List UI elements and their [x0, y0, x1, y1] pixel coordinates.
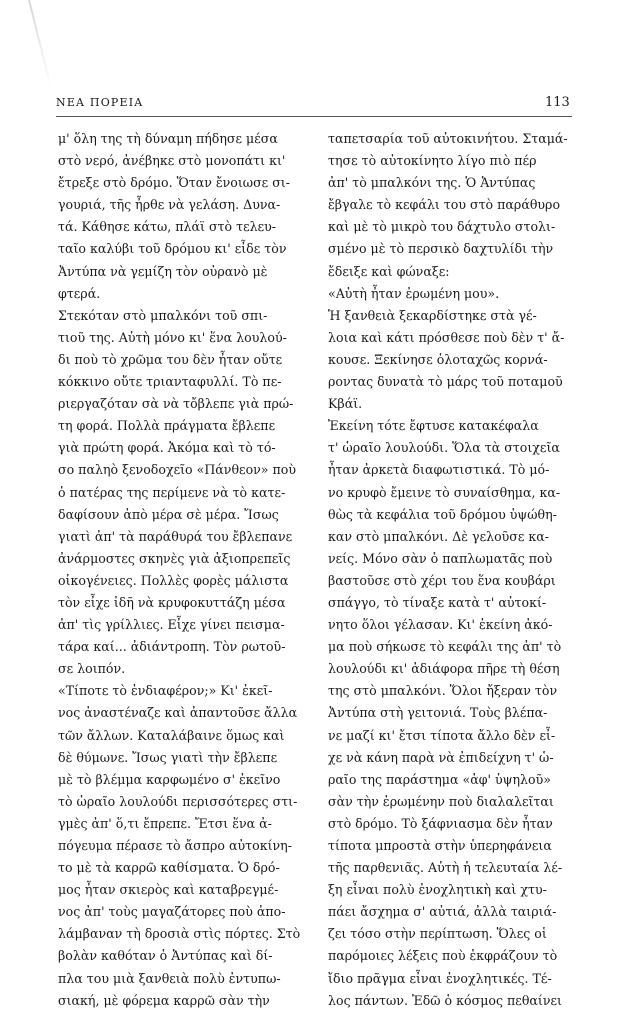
text-line: δι ποὺ τὸ χρῶμα του δὲν ἦταν οὔτε	[58, 351, 283, 367]
text-line: της στὸ μπαλκόνι. Ὅλοι ἤξεραν τὸν	[328, 683, 558, 699]
text-line: λος πάντων. Ἐδῶ ὁ κόσμος πεθαίνει	[328, 992, 562, 1008]
text-line: τίποτα μπροστὰ στὴν ὑπερηφάνεια	[328, 838, 552, 853]
text-line: Ἀντύπα νὰ γεμίζη τὸν οὐρανὸ μὲ	[58, 263, 268, 279]
text-line: ζει τόσο στὴν περίπτωση. Ὅλες οἱ	[328, 926, 547, 942]
text-line: καὶ μὲ τὸ μικρὸ του δάχτυλο στολι-	[328, 219, 556, 235]
text-line: ἔδειξε καὶ φώναξε:	[328, 263, 450, 279]
text-line: γιὰ πρώτη φορά. Ἀκόμα καὶ τὸ τό-	[58, 440, 276, 456]
text-line: μα ποὺ σήκωσε τὸ κεφάλι της ἀπ' τὸ	[328, 639, 562, 655]
text-line: τ' ὡραῖο λουλούδι. Ὅλα τὰ στοιχεῖα	[328, 440, 560, 456]
text-line: ὁ πατέρας της περίμενε νὰ τὸ κατε-	[58, 484, 286, 500]
page-number: 113	[545, 95, 570, 110]
text-line: ταῖο καλύβι τοῦ δρόμου κι' εἶδε τὸν	[58, 241, 287, 257]
right-text-column	[328, 128, 573, 1012]
text-line: ἔτρεξε στὸ δρόμο. Ὅταν ἔνοιωσε σι-	[58, 175, 290, 191]
text-line: οἰκογένειες. Πολλὲς φορὲς μάλιστα	[58, 572, 289, 588]
text-line: νος ἀπ' τοὺς μαγαζάτορες ποὺ ἀπο-	[58, 904, 286, 920]
text-line: ἦταν ἀρκετὰ διαφωτιστικά. Τὸ μό-	[328, 462, 550, 478]
text-line: νητο ὅλοι γέλασαν. Κι' ἐκείνη ἀκό-	[328, 617, 553, 633]
text-line: τῆς παρθενιᾶς. Αὐτὴ ἡ τελευταία λέ-	[328, 860, 563, 876]
text-line: θὼς τὰ κεφάλια τοῦ δρόμου ὑψώθη-	[328, 506, 557, 522]
text-line: ροντας δυνατὰ τὸ μάρς τοῦ ποταμοῦ	[328, 374, 563, 390]
text-line: το μὲ τὰ καρρῶ καθίσματα. Ὁ δρό-	[58, 860, 280, 876]
text-line: Ἐκείνη τότε ἔφτυσε κατακέφαλα	[328, 418, 539, 434]
text-line: ραῖο της παράστημα «ἀφ' ὑψηλοῦ»	[328, 771, 551, 787]
text-line: δαφίσουν ἀπὸ μέρα σὲ μέρα. Ἴσως	[58, 506, 279, 522]
text-line: δὲ θύμωνε. Ἴσως γιατὶ τὴν ἔβλεπε	[58, 749, 278, 765]
text-line: «Αὐτὴ ἦταν ἐρωμένη μου».	[328, 285, 500, 301]
text-line: μ' ὅλη της τὴ δύναμη πήδησε μέσα	[58, 131, 278, 146]
text-line: παρόμοιες λέξεις ποὺ ἐκφράζουν τὸ	[328, 948, 558, 964]
text-line: πάει ἄσχημα σ' αὐτιά, ἀλλὰ ταιριά-	[328, 904, 557, 920]
text-line: σπάγγο, τὸ τίναξε κατὰ τ' αὐτοκί-	[328, 594, 547, 610]
text-line: τιοῦ της. Αὐτὴ μόνο κι' ἕνα λουλού-	[58, 329, 287, 345]
text-line: ριεργαζόταν σὰ νὰ τὄβλεπε γιὰ πρώ-	[58, 396, 294, 412]
text-line: ἀπ' τὸ μπαλκόνι της. Ὁ Ἀντύπας	[328, 175, 536, 191]
text-line: πλα του μιὰ ξανθειὰ πολὺ ἐντυπω-	[58, 970, 281, 986]
text-line: Κβάϊ.	[328, 396, 363, 412]
text-line: ταπετσαρία τοῦ αὐτοκινήτου. Σταμά-	[328, 131, 568, 146]
text-line: στὸ δρόμο. Τὸ ξάφνιασμα δὲν ἦταν	[328, 815, 553, 831]
text-line: σο παληὸ ξενοδοχεῖο «Πάνθεον» ποὺ	[58, 462, 297, 478]
text-line: σε λοιπόν.	[58, 661, 126, 677]
text-line: σμένο μὲ τὸ περσικὸ δαχτυλίδι τὴν	[328, 241, 554, 257]
header-rule	[56, 116, 572, 117]
text-line: «Τίποτε τὸ ἐνδιαφέρον;» Κι' ἐκεῖ-	[58, 683, 273, 699]
running-head: ΝΕΑ ΠΟΡΕΙΑ	[56, 96, 144, 109]
text-line: νος ἀναστέναζε καὶ ἀπαντοῦσε ἄλλα	[58, 705, 298, 721]
text-line: ἔβγαλε τὸ κεφάλι του στὸ παράθυρο	[328, 197, 561, 213]
text-line: ἴδιο πρᾶγμα εἶναι ἐνοχλητικές. Τέ-	[328, 970, 552, 986]
text-line: γμὲς ἀπ' ὅ,τι ἔπρεπε. Ἔτσι ἕνα ἀ-	[58, 815, 272, 831]
text-line: ἀπ' τὶς γρίλλιες. Εἶχε γίνει πεισμα-	[58, 617, 285, 633]
text-line: σὰν τὴν ἐρωμένην ποὺ διαλαλεῖται	[328, 793, 554, 809]
text-line: βαστοῦσε στὸ χέρι του ἕνα κουβάρι	[328, 572, 556, 588]
text-line: τησε τὸ αὐτοκίνητο λίγο πιὸ πέρ	[328, 153, 537, 169]
text-line: λοια καὶ κάτι πρόσθεσε ποὺ δὲν τ' ἄ-	[328, 329, 565, 345]
text-line: χε νὰ κάνη παρὰ νὰ ἐπιδείχνη τ' ὡ-	[328, 749, 554, 765]
text-line: Ἡ ξανθειὰ ξεκαρδίστηκε στὰ γέ-	[328, 307, 537, 323]
text-line: σιακή, μὲ φόρεμα καρρῶ σὰν τὴν	[58, 992, 270, 1008]
text-line: φτερά.	[58, 285, 101, 301]
text-line: κόκκινο οὔτε τριανταφυλλί. Τὸ πε-	[58, 374, 282, 390]
text-line: ἀνάρμοστες σκηνὲς γιὰ ἀξιοπρεπεῖς	[58, 550, 291, 566]
text-line: λουλούδι κι' ἀδιάφορα πῆρε τὴ θέση	[328, 661, 560, 677]
text-line: γουριά, τῆς ἦρθε νὰ γελάση. Δυνα-	[58, 197, 281, 213]
text-line: Ἀντύπα στὴ γειτονιά. Τοὺς βλέπα-	[328, 705, 548, 721]
text-line: μος ἦταν σκιερὸς καὶ καταβρεγμέ-	[58, 882, 279, 898]
left-text-column	[58, 128, 300, 1012]
text-line: γιατὶ ἀπ' τὰ παράθυρά του ἔβλεπανε	[58, 528, 293, 544]
text-line: τὸ ὡραῖο λουλούδι περισσότερες στι-	[58, 793, 298, 809]
text-line: τά. Κάθησε κάτω, πλάϊ στὸ τελευ-	[58, 219, 277, 235]
text-line: νο κρυφὸ ἔμεινε τὸ συναίσθημα, κα-	[328, 484, 561, 500]
text-line: νείς. Μόνο σὰν ὁ παπλωματᾶς ποὺ	[328, 550, 553, 566]
text-line: λάμβαναν τὴ δροσιὰ στὶς πόρτες. Στὸ	[58, 926, 300, 942]
text-line: βολὰν καθόταν ὁ Ἀντύπας καὶ δί-	[58, 948, 273, 964]
text-line: μὲ τὸ βλέμμα καρφωμένο σ' ἐκεῖνο	[58, 771, 281, 787]
paper-crease-mark	[28, 0, 52, 87]
text-line: τάρα καί... ἀδιάντροπη. Τὸν ρωτοῦ-	[58, 639, 286, 655]
text-line: ξη εἶναι πολὺ ἐνοχλητικὴ καὶ χτυ-	[328, 882, 547, 898]
text-line: τὸν εἶχε ἰδῆ νὰ κρυφοκυττάζη μέσα	[58, 594, 286, 610]
text-line: τῶν ἄλλων. Καταλάβαινε ὅμως καὶ	[58, 727, 285, 743]
text-line: πόγευμα πέρασε τὸ ἄσπρο αὐτοκίνη-	[58, 838, 292, 853]
text-line: κουσε. Ξεκίνησε ὁλοταχῶς κορνά-	[328, 351, 548, 367]
text-line: νε μαζί κι' ἔτσι τίποτα ἄλλο δὲν εἶ-	[328, 727, 556, 743]
text-line: Στεκόταν στὸ μπαλκόνι τοῦ σπι-	[58, 307, 268, 323]
text-line: τη φορά. Πολλὰ πράγματα ἔβλεπε	[58, 418, 276, 434]
text-line: καν στὸ μπαλκόνι. Δὲ γελοῦσε κα-	[328, 528, 550, 544]
text-line: στὸ νερό, ἀνέβηκε στὸ μονοπάτι κι'	[58, 153, 286, 169]
